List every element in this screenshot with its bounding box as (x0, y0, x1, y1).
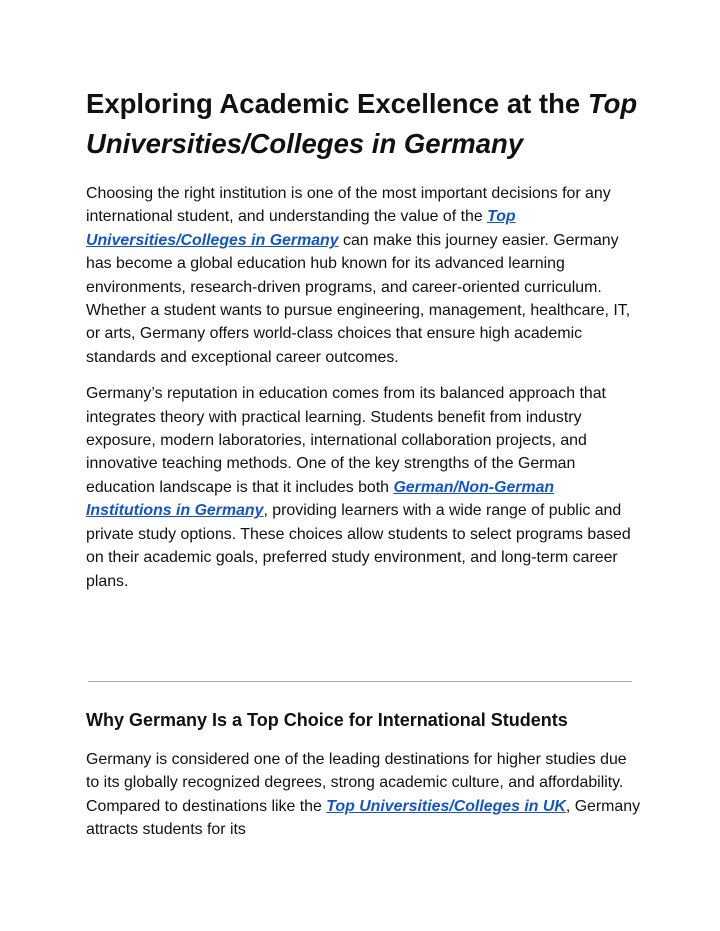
title-text: Exploring Academic Excellence at the (86, 88, 588, 119)
section-heading: Why Germany Is a Top Choice for International Students (86, 710, 568, 730)
link-top-universities-uk[interactable]: Top Universities/Colleges in UK (326, 797, 566, 815)
paragraph-text: Choosing the right institution is one of the most important decisions for any international student, and understanding the value of the (86, 185, 611, 226)
paragraph-text: , Germany attracts students for its (86, 797, 641, 839)
intro-section (86, 84, 642, 593)
paragraph-text: Germany is considered one of the leading destinations for higher studies due to its globally recognized degrees, strong academic culture, and affordability. Compared to destinations like the (86, 751, 627, 815)
paragraph-why-germany (86, 748, 642, 842)
horizontal-divider (88, 681, 632, 682)
link-top-universities-germany[interactable]: Top Universities/Colleges in Germany (86, 208, 516, 249)
paragraph-text: Germany’s reputation in education comes from its balanced approach that integrates theory with practical learning. Students benefit from industry exposure, modern laboratories, international collaboration projects, and innovative teaching methods. One of the key strengths of the German education landscape is that it includes both (86, 385, 606, 496)
title-italic-text: Top Universities/Colleges in Germany (86, 88, 638, 159)
link-german-non-german-institutions[interactable]: German/Non-German Institutions in Germany (86, 478, 555, 520)
why-germany-section (86, 748, 642, 842)
paragraph-intro (86, 182, 642, 369)
paragraph-text: can make this journey easier. Germany has become a global education hub known for its advanced learning environments, research-driven programs, and career-oriented curriculum. Whether a student wants to pursue engineering, management, healthcare, IT, or arts, Germany offers world-class choices that ensure high academic standards and exceptional career outcomes. (86, 231, 631, 366)
page-title (86, 84, 642, 164)
paragraph-reputation (86, 382, 642, 593)
paragraph-text: , providing learners with a wide range of public and private study options. These choices allow students to select programs based on their academic goals, preferred study environment, and long-term career plans. (86, 502, 631, 590)
